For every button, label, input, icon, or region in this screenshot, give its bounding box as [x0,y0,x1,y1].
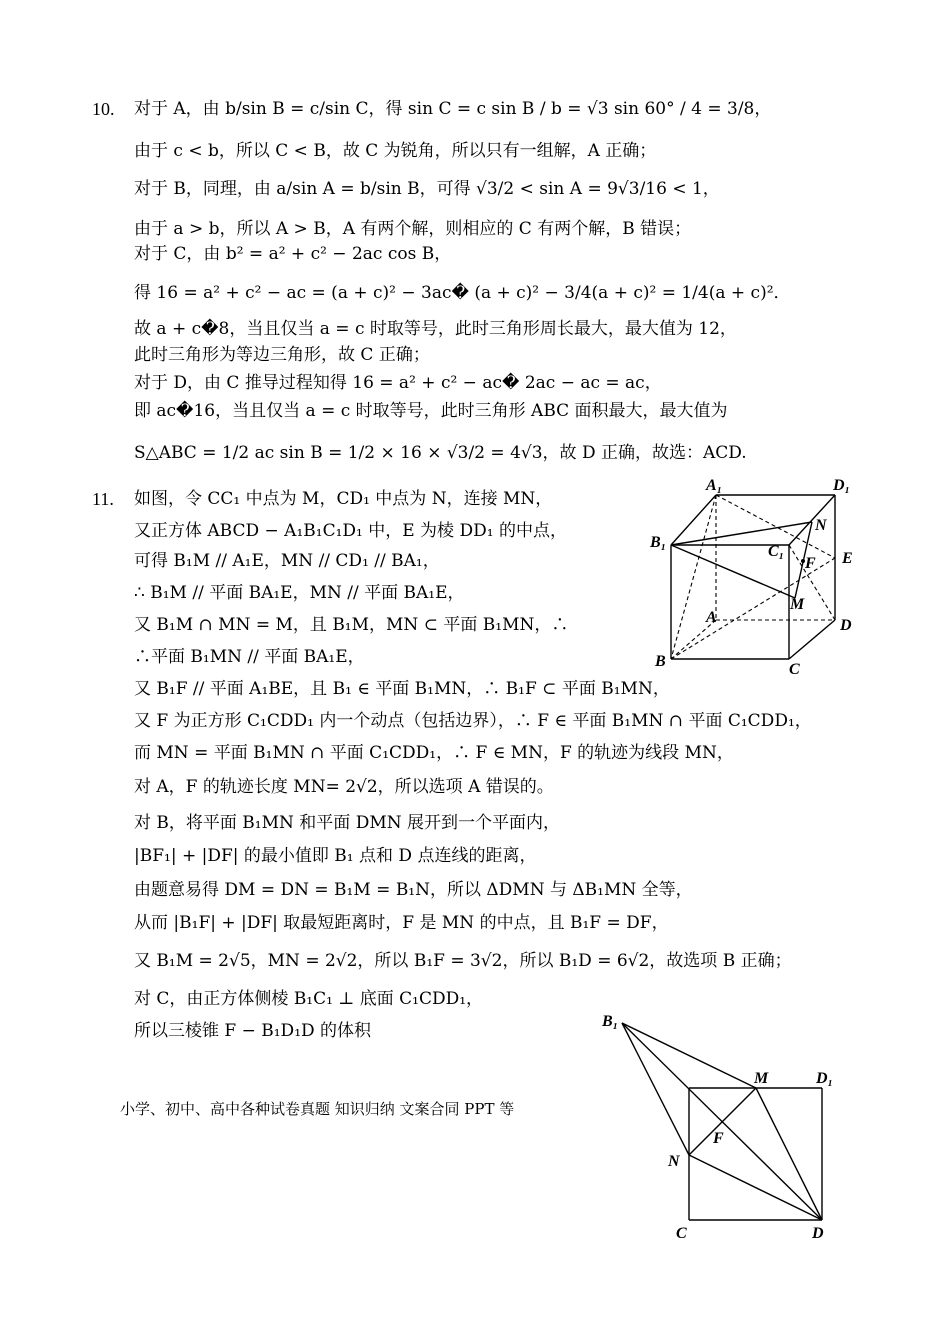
q10-line: 由于 c < b，所以 C < B，故 C 为锐角，所以只有一组解，A 正确； [134,141,657,161]
q11-line: 对 B，将平面 B₁MN 和平面 DMN 展开到一个平面内， [134,813,561,833]
q11-line: 又 B₁M = 2√5，MN = 2√2，所以 B₁F = 3√2，所以 B₁D = 6√2，故选项 B 正确； [134,951,792,971]
q11-line: 如图，令 CC₁ 中点为 M，CD₁ 中点为 N，连接 MN， [134,489,553,509]
q10-line: 对于 D，由 C 推导过程知得 16 = a² + c² − ac� 2ac − ac = ac， [134,373,662,393]
q11-line: 又 B₁F // 平面 A₁BE，且 B₁ ∈ 平面 B₁MN，∴ B₁F ⊂ 平面 B₁MN， [134,679,670,699]
q11-line: 可得 B₁M // A₁E，MN // CD₁ // BA₁， [134,551,440,571]
label-a: A [706,609,717,626]
label-d: D [840,617,852,634]
net-label-f: F [713,1130,724,1147]
q11-line: 从而 |B₁F| + |DF| 取最短距离时，F 是 MN 的中点，且 B₁F = DF， [134,913,669,933]
q11-line: 又 F 为正方形 C₁CDD₁ 内一个动点（包括边界），∴ F ∈ 平面 B₁MN ∩ 平面 C₁CDD₁， [134,711,812,731]
q11-line: 又正方体 ABCD − A₁B₁C₁D₁ 中，E 为棱 DD₁ 的中点， [134,521,567,541]
q11-line: 对 A，F 的轨迹长度 MN= 2√2，所以选项 A 错误的。 [134,777,554,797]
label-c: C [789,661,800,678]
label-m: M [790,596,805,613]
q10-line: 此时三角形为等边三角形，故 C 正确； [134,345,430,365]
q10-line: 得 16 = a² + c² − ac = (a + c)² − 3ac� (a + c)² − 3/4(a + c)² = 1/4(a + c)²． [134,283,791,303]
q11-line: 而 MN = 平面 B₁MN ∩ 平面 C₁CDD₁，∴ F ∈ MN，F 的轨迹为线段 MN， [134,743,734,763]
label-f: F [805,555,816,572]
q10-line: 对于 A，由 b/sin B = c/sin C，得 sin C = c sin B / b = √3 sin 60° / 4 = 3/8， [134,99,772,119]
footer-ad: 小学、初中、高中各种试卷真题 知识归纳 文案合同 PPT 等 [120,1100,515,1118]
cube-figure [640,470,870,680]
q11-line: 对 C，由正方体侧棱 B₁C₁ ⊥ 底面 C₁CDD₁， [134,989,484,1009]
label-b1: B₁ [650,534,667,551]
net-label-c: C [676,1225,687,1242]
q10-number: 10. [92,99,115,119]
net-figure [595,1005,855,1250]
net-label-d: D [812,1225,824,1242]
label-c1: C₁ [768,543,785,560]
q11-line: ∴平面 B₁MN // 平面 BA₁E， [134,647,365,667]
q11-line: 所以三棱锥 F − B₁D₁D 的体积 [134,1021,372,1041]
label-n: N [815,517,827,534]
net-label-m: M [754,1070,769,1087]
q11-line: 又 B₁M ∩ MN = M，且 B₁M，MN ⊂ 平面 B₁MN，∴ [134,615,569,635]
net-label-d1: D₁ [816,1070,834,1087]
q11-number: 11. [92,489,114,509]
q10-line: 对于 B，同理，由 a/sin A = b/sin B，可得 √3/2 < sin A = 9√3/16 < 1， [134,179,720,199]
q10-line: 对于 C，由 b² = a² + c² − 2ac cos B， [134,244,452,264]
q11-line: 由题意易得 DM = DN = B₁M = B₁N，所以 ΔDMN 与 ΔB₁MN 全等， [134,880,693,900]
label-a1: A₁ [706,477,723,494]
q10-line: S△ABC = 1/2 ac sin B = 1/2 × 16 × √3/2 = 4√3，故 D 正确，故选：ACD. [134,443,747,463]
label-b: B [655,653,666,670]
q11-line: ∴ B₁M // 平面 BA₁E，MN // 平面 BA₁E， [134,583,465,603]
label-d1: D₁ [833,477,851,494]
q10-line: 由于 a > b，所以 A > B，A 有两个解，则相应的 C 有两个解，B 错误； [134,219,692,239]
q11-line: |BF₁| + |DF| 的最小值即 B₁ 点和 D 点连线的距离， [134,846,537,866]
q10-line: 即 ac�16，当且仅当 a = c 时取等号，此时三角形 ABC 面积最大，最大值为 [134,401,728,421]
label-e: E [842,550,853,567]
net-label-b1: B₁ [602,1013,619,1030]
q10-line: 故 a + c�8，当且仅当 a = c 时取等号，此时三角形周长最大，最大值为 12， [134,319,737,339]
net-label-n: N [668,1153,680,1170]
